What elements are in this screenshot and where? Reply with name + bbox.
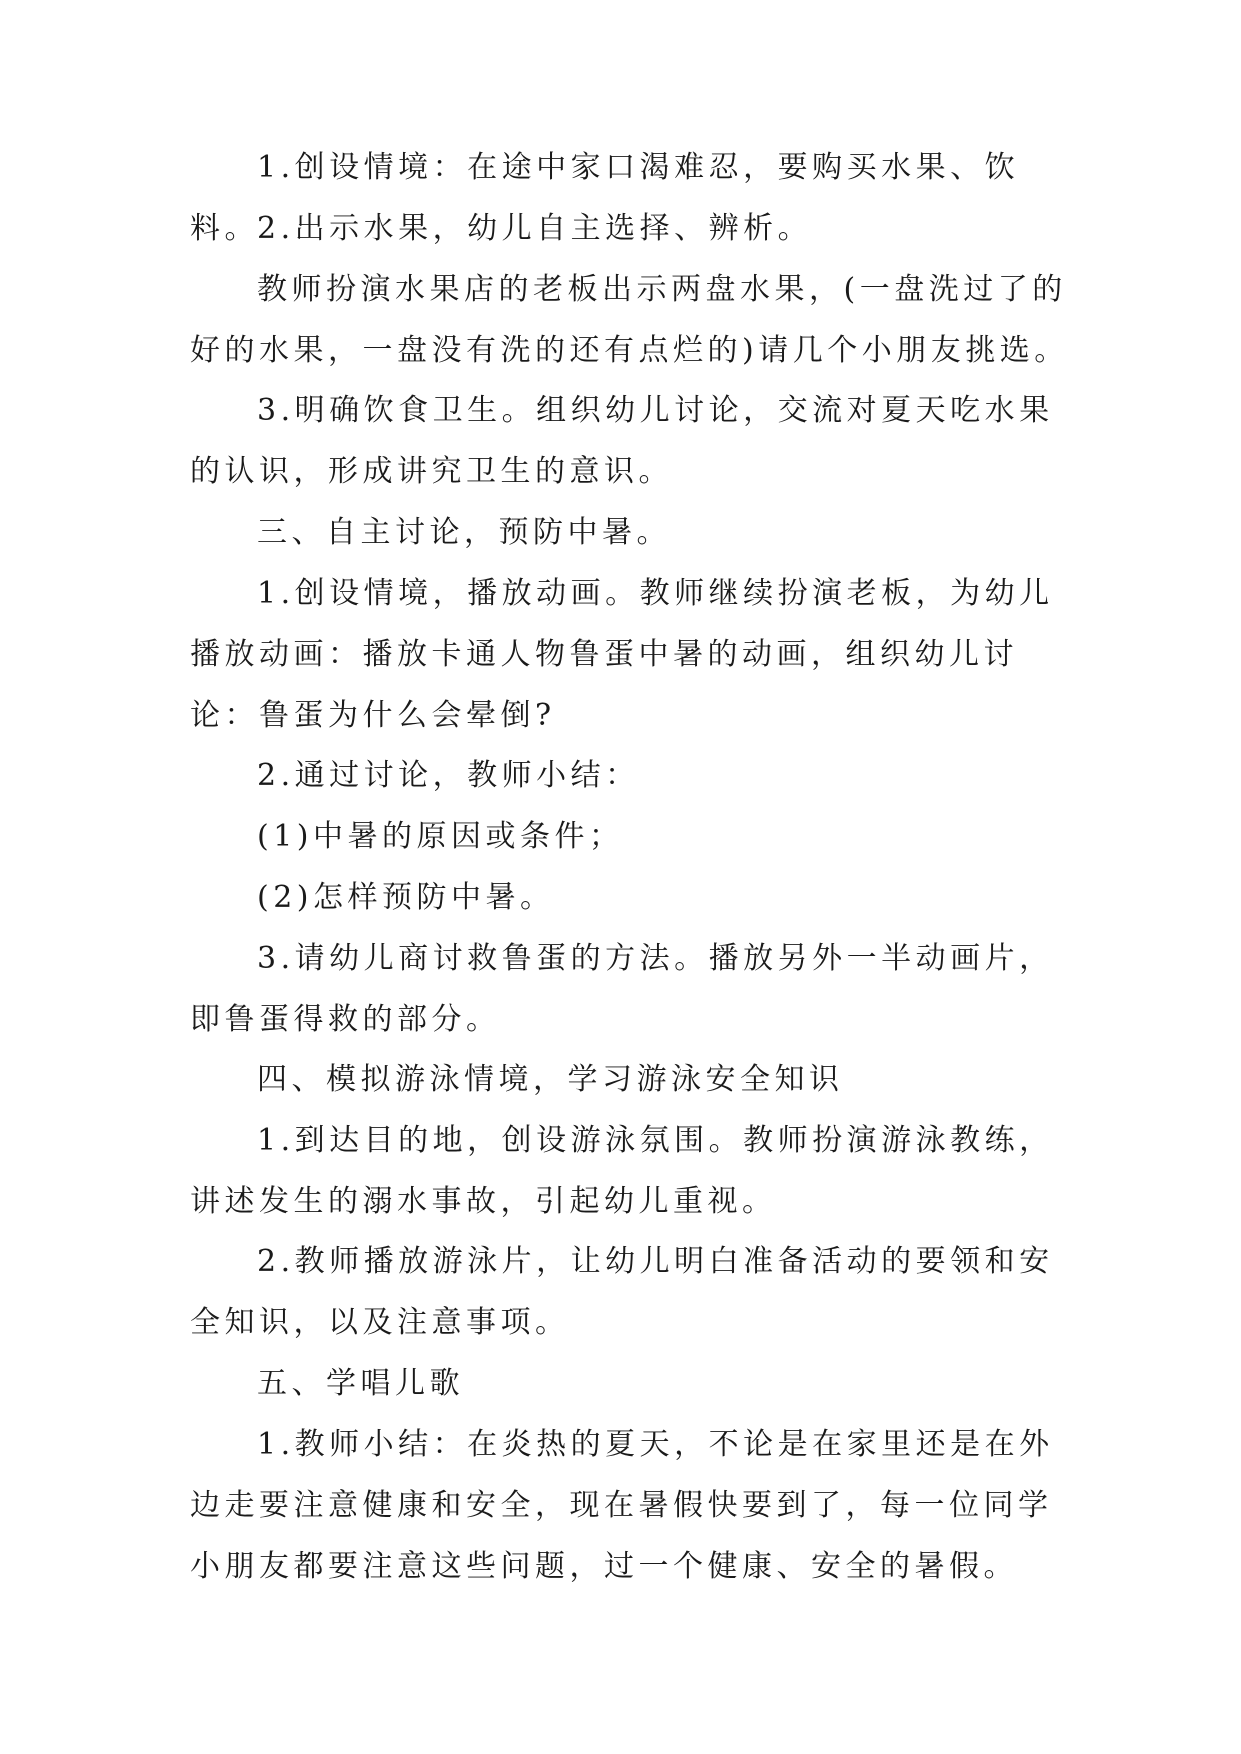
section-heading-5: 五、学唱儿歌 — [257, 1366, 464, 1401]
paragraph-4: 3.明确饮食卫生。组织幼儿讨论，交流对夏天吃水果的认识，形成讲究卫生的意识。 — [190, 393, 1054, 489]
paragraph-5: 1.创设情境，播放动画。教师继续扮演老板，为幼儿播放动画：播放卡通人物鲁蛋中暑的动画，组织幼儿讨论：鲁蛋为什么会晕倒? — [190, 576, 1054, 733]
section-heading-4: 四、模拟游泳情境，学习游泳安全知识 — [257, 1062, 844, 1097]
paragraph-1: 1.创设情境：在途中家口渴难忍，要购买水果、饮料。 — [190, 150, 1020, 246]
paragraph-10: 1.到达目的地，创设游泳氛围。教师扮演游泳教练，讲述发生的溺水事故，引起幼儿重视。 — [190, 1123, 1054, 1219]
paragraph-8: (2)怎样预防中暑。 — [257, 880, 555, 915]
section-heading-3: 三、自主讨论，预防中暑。 — [257, 515, 671, 550]
paragraph-12: 1.教师小结：在炎热的夏天，不论是在家里还是在外边走要注意健康和安全，现在暑假快要到了，每一位同学小朋友都要注意这些问题，过一个健康、安全的暑假。 — [190, 1427, 1054, 1584]
paragraph-7: (1)中暑的原因或条件； — [257, 819, 624, 854]
paragraph-3: 教师扮演水果店的老板出示两盘水果，(一盘洗过了的好的水果，一盘没有洗的还有点烂的)请几个小朋友挑选。 — [190, 272, 1069, 368]
paragraph-6: 2.通过讨论，教师小结： — [257, 758, 640, 793]
paragraph-2: 2.出示水果，幼儿自主选择、辨析。 — [257, 211, 813, 246]
paragraph-11: 2.教师播放游泳片，让幼儿明白准备活动的要领和安全知识，以及注意事项。 — [190, 1244, 1054, 1340]
paragraph-9: 3.请幼儿商讨救鲁蛋的方法。播放另外一半动画片，即鲁蛋得救的部分。 — [190, 941, 1054, 1037]
